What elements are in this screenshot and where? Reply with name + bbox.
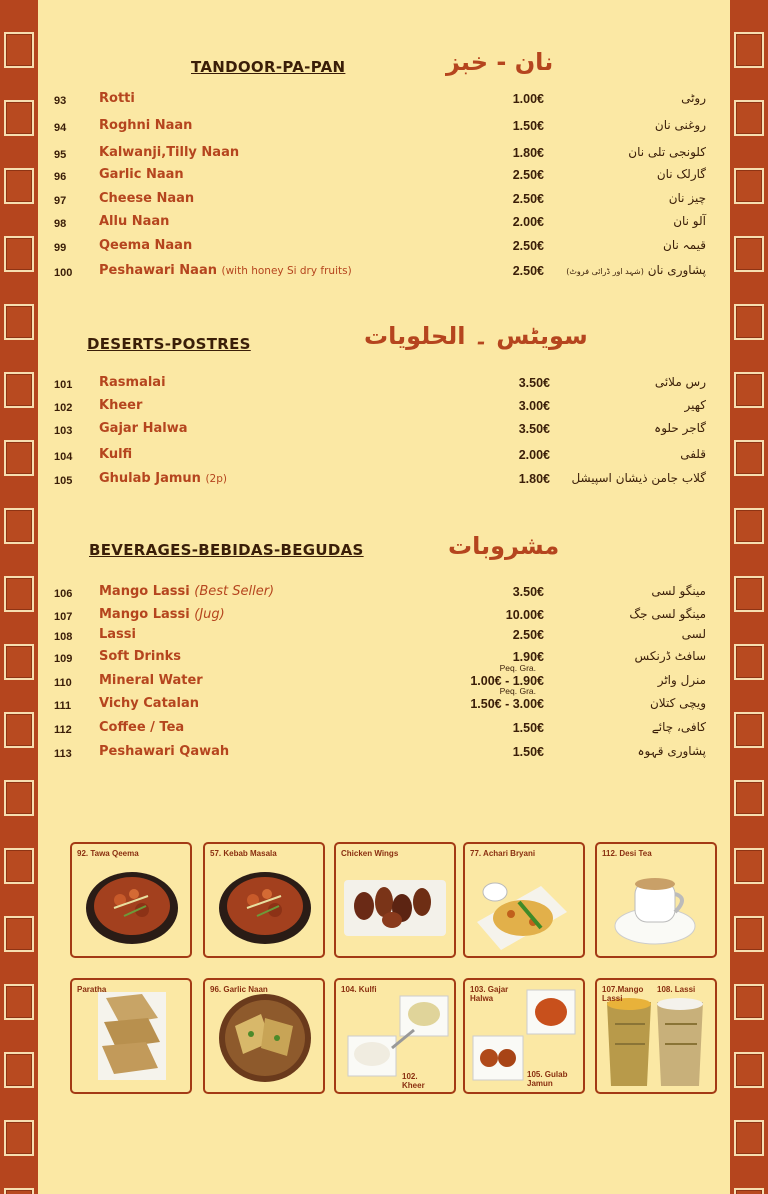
item-urdu-text: سافٹ ڈرنکس <box>634 649 706 663</box>
border-tile <box>734 576 764 612</box>
item-number: 111 <box>54 700 72 712</box>
item-urdu-name <box>680 447 706 461</box>
item-name-text: Allu Naan <box>99 214 170 229</box>
item-urdu-name <box>655 375 706 389</box>
menu-item-row <box>38 649 730 671</box>
border-tile <box>4 1120 34 1156</box>
item-name <box>99 191 194 206</box>
photo-card <box>203 978 325 1094</box>
item-number: 98 <box>54 218 67 230</box>
border-tile <box>734 100 764 136</box>
item-urdu-name <box>628 145 706 159</box>
border-tile <box>4 780 34 816</box>
item-note: (2p) <box>205 473 227 485</box>
border-tile <box>734 916 764 952</box>
item-urdu-name <box>658 673 706 687</box>
item-number: 96 <box>54 171 67 183</box>
garlic-naan-image <box>217 992 313 1088</box>
border-tile <box>734 236 764 272</box>
item-name <box>99 607 225 622</box>
item-name <box>99 696 199 711</box>
menu-item-row <box>38 375 730 397</box>
desi-tea-image <box>607 868 707 952</box>
photo-card <box>203 842 325 958</box>
item-number: 106 <box>54 588 73 600</box>
photo-caption-secondary: 105. Gulab Jamun <box>527 1070 568 1088</box>
item-price: 10.00€ <box>505 608 544 622</box>
item-name <box>99 627 136 642</box>
border-tile <box>4 848 34 884</box>
item-name <box>99 649 181 664</box>
photo-caption-secondary: 102. Kheer <box>402 1072 425 1090</box>
item-number: 104 <box>54 451 73 463</box>
item-price: 1.50€ <box>512 119 544 133</box>
border-tile <box>734 168 764 204</box>
menu-item-row <box>38 663 730 695</box>
border-tile <box>4 508 34 544</box>
item-urdu-text: گاجر حلوہ <box>654 421 706 435</box>
border-tile <box>734 644 764 680</box>
item-name <box>99 145 239 160</box>
section-title-beverages: BEVERAGES-BEBIDAS-BEGUDAS <box>89 541 364 559</box>
item-urdu-text: گلاب جامن ذیشان اسپیشل <box>571 471 706 485</box>
item-urdu-text: قیمہ نان <box>663 238 706 252</box>
item-urdu-name <box>685 398 707 412</box>
item-price: 1.50€ <box>512 721 544 735</box>
photo-card <box>70 978 192 1094</box>
item-name <box>99 214 169 229</box>
border-tile <box>4 168 34 204</box>
menu-item-row <box>38 191 730 213</box>
item-name-text: Soft Drinks <box>99 649 181 664</box>
border-tile <box>734 984 764 1020</box>
menu-item-row <box>38 263 730 285</box>
border-tile <box>4 984 34 1020</box>
item-urdu-name <box>681 91 706 105</box>
item-name-text: Roghni Naan <box>99 118 193 133</box>
photo-card <box>334 842 456 958</box>
item-number: 99 <box>54 242 67 254</box>
item-name <box>99 744 229 759</box>
tawa-qeema-image <box>84 866 180 950</box>
item-urdu-text: روغنی نان <box>654 118 706 132</box>
item-name <box>99 421 188 436</box>
menu-page <box>38 0 730 1194</box>
photo-caption: 57. Kebab Masala <box>210 849 277 858</box>
border-tile <box>4 644 34 680</box>
photo-caption: 92. Tawa Qeema <box>77 849 139 858</box>
menu-item-row <box>38 91 730 113</box>
item-number: 109 <box>54 653 73 665</box>
item-urdu-text: کلونجی تلی نان <box>628 145 706 159</box>
item-urdu-name <box>657 167 706 181</box>
border-tile <box>4 1188 34 1194</box>
item-price: 1.50€ <box>512 745 544 759</box>
item-number: 93 <box>54 95 67 107</box>
border-tile <box>4 32 34 68</box>
border-tile <box>4 236 34 272</box>
item-urdu-name <box>669 191 706 205</box>
item-urdu-text: پشاوری نان <box>647 263 706 277</box>
item-note: (Best Seller) <box>194 584 275 599</box>
item-urdu-name <box>650 696 706 710</box>
item-name-text: Rasmalai <box>99 375 166 390</box>
border-tile <box>4 916 34 952</box>
menu-item-row <box>38 720 730 742</box>
item-urdu-name <box>638 744 707 758</box>
item-urdu-name <box>566 263 706 277</box>
item-name-text: Kheer <box>99 398 143 413</box>
item-number: 105 <box>54 475 73 487</box>
item-number: 108 <box>54 631 73 643</box>
item-name <box>99 167 184 182</box>
menu-item-row <box>38 214 730 236</box>
item-price: 2.50€ <box>512 192 544 206</box>
item-number: 100 <box>54 267 73 279</box>
item-price: 3.50€ <box>512 585 544 599</box>
photo-card <box>595 842 717 958</box>
item-name <box>99 238 192 253</box>
size-labels: Peq. Gra. <box>499 663 536 673</box>
chicken-wings-image <box>342 874 448 944</box>
section-title-tandoor: TANDOOR-PA-PAN <box>191 58 346 76</box>
item-urdu-text: کافی، چائے <box>651 720 706 734</box>
item-urdu-name <box>682 627 706 641</box>
item-price: 1.50€ - 3.00€ <box>470 697 544 711</box>
item-name-text: Qeema Naan <box>99 238 193 253</box>
item-price: 1.90€ <box>512 650 544 664</box>
item-name <box>99 447 132 462</box>
menu-item-row <box>38 398 730 420</box>
border-tile <box>4 372 34 408</box>
border-tile <box>734 440 764 476</box>
menu-item-row <box>38 145 730 167</box>
item-number: 94 <box>54 122 67 134</box>
photo-card <box>595 978 717 1094</box>
border-tile <box>4 100 34 136</box>
border-tile <box>734 508 764 544</box>
border-tile <box>734 712 764 748</box>
item-price: 2.00€ <box>512 215 544 229</box>
item-urdu-text: چیز نان <box>668 191 706 205</box>
menu-item-row <box>38 238 730 260</box>
item-urdu-text: قلفی <box>680 447 706 461</box>
menu-item-row <box>38 744 730 766</box>
item-price: 1.80€ <box>518 472 550 486</box>
item-urdu-name <box>654 421 706 435</box>
menu-item-row <box>38 584 730 606</box>
item-name-text: Cheese Naan <box>99 191 195 206</box>
item-name <box>99 720 184 735</box>
border-tile <box>734 780 764 816</box>
item-number: 110 <box>54 677 72 689</box>
border-tile <box>4 712 34 748</box>
item-number: 107 <box>54 611 73 623</box>
border-tile <box>734 304 764 340</box>
item-name-text: Peshawari Naan <box>99 263 217 278</box>
item-name-text: Lassi <box>99 627 136 642</box>
item-price: 2.50€ <box>512 239 544 253</box>
menu-item-row <box>38 447 730 469</box>
kebab-masala-image <box>217 866 313 950</box>
photo-card <box>334 978 456 1094</box>
item-number: 97 <box>54 195 67 207</box>
photo-caption: Chicken Wings <box>341 849 399 858</box>
item-urdu-name <box>673 214 706 228</box>
item-name <box>99 263 352 278</box>
photo-caption: Paratha <box>77 985 107 994</box>
item-urdu-name <box>571 471 706 485</box>
item-urdu-text: مینگو لسی جگ <box>629 607 706 621</box>
size-labels: Peq. Gra. <box>499 686 536 696</box>
lassi-image <box>601 994 711 1094</box>
item-price: 3.50€ <box>518 376 550 390</box>
border-tile <box>734 1120 764 1156</box>
menu-item-row <box>38 627 730 649</box>
item-urdu-text: ویچی کتلان <box>649 696 706 710</box>
item-urdu-text: لسی <box>681 627 706 641</box>
border-tile <box>734 1052 764 1088</box>
item-number: 112 <box>54 724 72 736</box>
border-tile <box>4 1052 34 1088</box>
photo-card <box>463 842 585 958</box>
item-name-text: Peshawari Qawah <box>99 744 230 759</box>
item-note: (Jug) <box>194 607 225 622</box>
item-name <box>99 398 142 413</box>
item-name <box>99 375 166 390</box>
item-urdu-note: (شہد اور ڈرائی فروٹ) <box>566 267 644 276</box>
border-tile <box>734 372 764 408</box>
menu-item-row <box>38 167 730 189</box>
item-name-text: Gajar Halwa <box>99 421 188 436</box>
photo-caption: 107.Mango Lassi <box>602 985 644 1003</box>
menu-item-row <box>38 471 730 493</box>
item-urdu-text: منرل واٹر <box>657 673 706 687</box>
item-urdu-name <box>652 720 706 734</box>
item-number: 101 <box>54 379 73 391</box>
achari-bryani-image <box>471 872 571 956</box>
item-price: 2.50€ <box>512 628 544 642</box>
item-name <box>99 584 274 599</box>
item-price: 2.50€ <box>512 264 544 278</box>
item-urdu-text: پشاوری قہوہ <box>637 744 706 758</box>
item-name-text: Vichy Catalan <box>99 696 200 711</box>
item-urdu-text: رس ملائی <box>654 375 706 389</box>
photo-caption: 96. Garlic Naan <box>210 985 268 994</box>
border-tile <box>734 848 764 884</box>
item-urdu-text: روٹی <box>681 91 706 105</box>
item-name-text: Kulfi <box>99 447 133 462</box>
menu-item-row <box>38 118 730 140</box>
item-price: 1.00€ - 1.90€ <box>470 674 544 688</box>
border-tile <box>734 32 764 68</box>
item-name-text: Ghulab Jamun <box>99 471 201 486</box>
item-number: 103 <box>54 425 73 437</box>
item-price: 1.80€ <box>512 146 544 160</box>
photo-caption-secondary: 108. Lassi <box>657 985 696 994</box>
section-urdu-title-tandoor: نان - خبز <box>446 48 554 76</box>
border-tile <box>734 1188 764 1194</box>
menu-item-row <box>38 421 730 443</box>
paratha-image <box>92 988 172 1088</box>
item-price: 3.50€ <box>518 422 550 436</box>
item-name-text: Rotti <box>99 91 135 106</box>
item-name <box>99 471 227 486</box>
left-border-decoration <box>0 0 38 1194</box>
item-price: 2.50€ <box>512 168 544 182</box>
right-border-decoration <box>730 0 768 1194</box>
item-urdu-name <box>655 118 706 132</box>
item-number: 95 <box>54 149 67 161</box>
item-urdu-text: گارلک نان <box>656 167 706 181</box>
item-price: 3.00€ <box>518 399 550 413</box>
item-urdu-text: مینگو لسی <box>651 584 706 598</box>
photo-caption: 77. Achari Bryani <box>470 849 536 858</box>
item-number: 102 <box>54 402 73 414</box>
item-name-text: Garlic Naan <box>99 167 184 182</box>
item-price: 2.00€ <box>518 448 550 462</box>
item-urdu-name <box>651 584 706 598</box>
item-name <box>99 91 135 106</box>
menu-item-row <box>38 686 730 718</box>
item-urdu-name <box>635 649 706 663</box>
item-price: 1.00€ <box>512 92 544 106</box>
photo-card <box>463 978 585 1094</box>
item-name <box>99 673 203 688</box>
photo-caption: 112. Desi Tea <box>602 849 652 858</box>
item-name-text: Mango Lassi <box>99 607 190 622</box>
photo-caption: 104. Kulfi <box>341 985 377 994</box>
item-urdu-text: کھیر <box>684 398 706 412</box>
photo-card <box>70 842 192 958</box>
photo-caption: 103. Gajar Halwa <box>470 985 509 1003</box>
item-name-text: Mineral Water <box>99 673 203 688</box>
item-urdu-name <box>629 607 706 621</box>
border-tile <box>4 576 34 612</box>
section-title-deserts: DESERTS-POSTRES <box>87 335 251 353</box>
item-name-text: Coffee / Tea <box>99 720 185 735</box>
section-urdu-title-beverages: مشروبات <box>448 532 560 560</box>
item-number: 113 <box>54 748 72 760</box>
border-tile <box>4 440 34 476</box>
item-name-text: Mango Lassi <box>99 584 190 599</box>
item-name <box>99 118 192 133</box>
item-urdu-text: آلو نان <box>673 214 706 228</box>
item-note: (with honey Si dry fruits) <box>221 265 352 277</box>
menu-item-row <box>38 607 730 629</box>
border-tile <box>4 304 34 340</box>
section-urdu-title-deserts: سویٹس ۔ الحلويات <box>364 322 588 350</box>
item-name-text: Kalwanji,Tilly Naan <box>99 145 240 160</box>
item-urdu-name <box>663 238 706 252</box>
